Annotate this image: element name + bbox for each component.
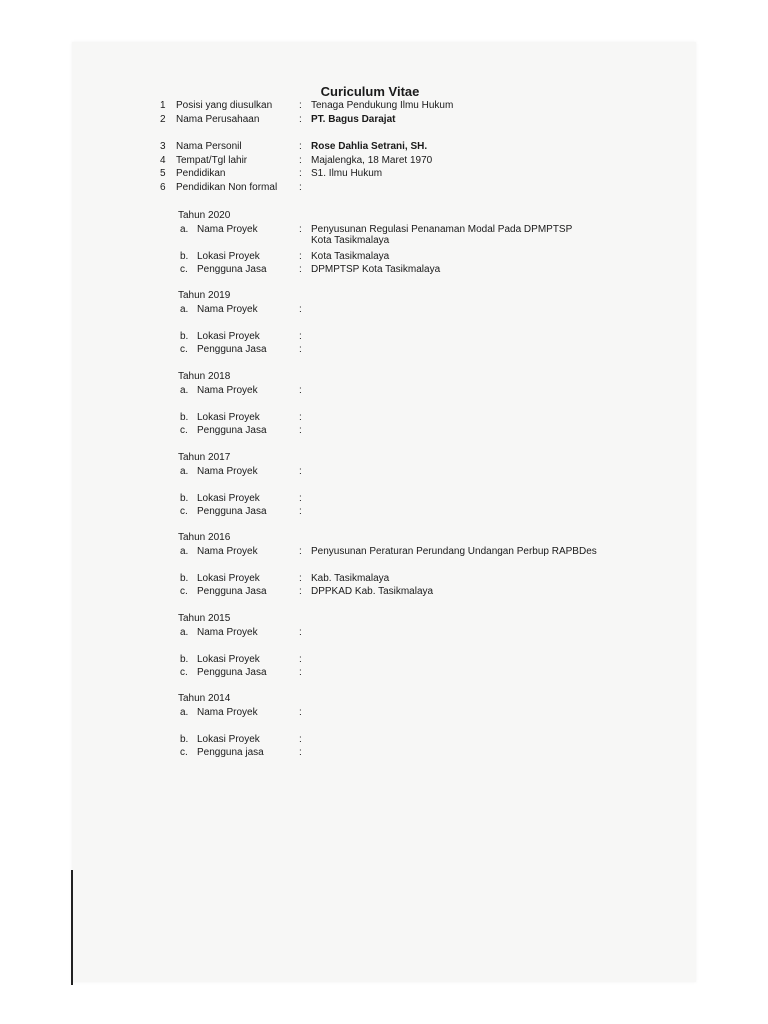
field-label: Posisi yang diusulkan bbox=[176, 100, 273, 111]
item-letter: c. bbox=[180, 264, 188, 275]
field-number: 1 bbox=[160, 100, 166, 111]
field-colon: : bbox=[299, 304, 302, 315]
field-value: Tenaga Pendukung Ilmu Hukum bbox=[311, 100, 454, 111]
item-letter: b. bbox=[180, 654, 189, 665]
project-location-label: Lokasi Proyek bbox=[197, 654, 260, 665]
item-letter: b. bbox=[180, 573, 189, 584]
project-location-label: Lokasi Proyek bbox=[197, 734, 260, 745]
item-letter: c. bbox=[180, 425, 188, 436]
field-value: PT. Bagus Darajat bbox=[311, 114, 396, 125]
field-number: 3 bbox=[160, 141, 166, 152]
item-letter: c. bbox=[180, 586, 188, 597]
service-user-label: Pengguna Jasa bbox=[197, 344, 267, 355]
field-colon: : bbox=[299, 506, 302, 517]
project-name-label: Nama Proyek bbox=[197, 707, 258, 718]
year-heading: Tahun 2020 bbox=[178, 210, 231, 221]
service-user-label: Pengguna Jasa bbox=[197, 667, 267, 678]
field-colon: : bbox=[299, 586, 302, 597]
project-name-label: Nama Proyek bbox=[197, 385, 258, 396]
project-location-label: Lokasi Proyek bbox=[197, 493, 260, 504]
field-colon: : bbox=[299, 264, 302, 275]
field-colon: : bbox=[299, 168, 302, 179]
field-colon: : bbox=[299, 493, 302, 504]
field-number: 4 bbox=[160, 155, 166, 166]
item-letter: c. bbox=[180, 506, 188, 517]
field-label: Tempat/Tgl lahir bbox=[176, 155, 248, 166]
project-name-label: Nama Proyek bbox=[197, 546, 258, 557]
project-location-label: Lokasi Proyek bbox=[197, 412, 260, 423]
service-user-label: Pengguna Jasa bbox=[197, 586, 267, 597]
field-colon: : bbox=[299, 734, 302, 745]
item-letter: b. bbox=[180, 331, 189, 342]
field-value: Rose Dahlia Setrani, SH. bbox=[311, 141, 428, 152]
field-colon: : bbox=[299, 155, 302, 166]
service-user-label: Pengguna Jasa bbox=[197, 425, 267, 436]
field-colon: : bbox=[299, 466, 302, 477]
field-number: 6 bbox=[160, 182, 166, 193]
field-colon: : bbox=[299, 707, 302, 718]
service-user-label: Pengguna Jasa bbox=[197, 506, 267, 517]
item-letter: c. bbox=[180, 747, 188, 758]
document-title: Curiculum Vitae bbox=[320, 84, 420, 99]
field-colon: : bbox=[299, 251, 302, 262]
field-colon: : bbox=[299, 425, 302, 436]
service-user-value: DPMPTSP Kota Tasikmalaya bbox=[311, 264, 441, 275]
field-colon: : bbox=[299, 114, 302, 125]
item-letter: a. bbox=[180, 707, 189, 718]
item-letter: b. bbox=[180, 734, 189, 745]
field-label: Nama Perusahaan bbox=[176, 114, 260, 125]
item-letter: a. bbox=[180, 546, 189, 557]
project-location-label: Lokasi Proyek bbox=[197, 251, 260, 262]
field-colon: : bbox=[299, 385, 302, 396]
project-location-label: Lokasi Proyek bbox=[197, 331, 260, 342]
item-letter: a. bbox=[180, 304, 189, 315]
year-heading: Tahun 2015 bbox=[178, 613, 231, 624]
project-location-label: Lokasi Proyek bbox=[197, 573, 260, 584]
item-letter: a. bbox=[180, 627, 189, 638]
field-colon: : bbox=[299, 573, 302, 584]
field-colon: : bbox=[299, 627, 302, 638]
item-letter: a. bbox=[180, 224, 189, 235]
field-number: 5 bbox=[160, 168, 166, 179]
field-colon: : bbox=[299, 100, 302, 111]
field-colon: : bbox=[299, 344, 302, 355]
item-letter: a. bbox=[180, 466, 189, 477]
service-user-value: DPPKAD Kab. Tasikmalaya bbox=[311, 586, 434, 597]
item-letter: b. bbox=[180, 412, 189, 423]
service-user-label: Pengguna jasa bbox=[197, 747, 264, 758]
item-letter: b. bbox=[180, 493, 189, 504]
field-label: Pendidikan Non formal bbox=[176, 182, 278, 193]
project-location-value: Kab. Tasikmalaya bbox=[311, 573, 390, 584]
project-name-label: Nama Proyek bbox=[197, 224, 258, 235]
field-colon: : bbox=[299, 224, 302, 235]
year-heading: Tahun 2017 bbox=[178, 452, 231, 463]
item-letter: c. bbox=[180, 667, 188, 678]
year-heading: Tahun 2018 bbox=[178, 371, 231, 382]
year-heading: Tahun 2014 bbox=[178, 693, 231, 704]
field-value: S1. Ilmu Hukum bbox=[311, 168, 383, 179]
field-number: 2 bbox=[160, 114, 166, 125]
page-edge-line bbox=[71, 870, 73, 985]
project-name-value: Penyusunan Regulasi Penanaman Modal Pada DPMPTSP bbox=[311, 224, 573, 235]
item-letter: c. bbox=[180, 344, 188, 355]
project-name-label: Nama Proyek bbox=[197, 304, 258, 315]
project-location-value: Kota Tasikmalaya bbox=[311, 251, 390, 262]
project-name-value: Penyusunan Peraturan Perundang Undangan Perbup RAPBDes bbox=[311, 546, 597, 557]
field-colon: : bbox=[299, 747, 302, 758]
field-colon: : bbox=[299, 331, 302, 342]
field-label: Pendidikan bbox=[176, 168, 226, 179]
year-heading: Tahun 2019 bbox=[178, 290, 231, 301]
service-user-label: Pengguna Jasa bbox=[197, 264, 267, 275]
project-name-label: Nama Proyek bbox=[197, 627, 258, 638]
item-letter: b. bbox=[180, 251, 189, 262]
project-name-value: Kota Tasikmalaya bbox=[311, 235, 390, 246]
field-label: Nama Personil bbox=[176, 141, 242, 152]
field-value: Majalengka, 18 Maret 1970 bbox=[311, 155, 433, 166]
field-colon: : bbox=[299, 654, 302, 665]
field-colon: : bbox=[299, 182, 302, 193]
item-letter: a. bbox=[180, 385, 189, 396]
field-colon: : bbox=[299, 667, 302, 678]
field-colon: : bbox=[299, 546, 302, 557]
project-name-label: Nama Proyek bbox=[197, 466, 258, 477]
year-heading: Tahun 2016 bbox=[178, 532, 231, 543]
field-colon: : bbox=[299, 141, 302, 152]
field-colon: : bbox=[299, 412, 302, 423]
